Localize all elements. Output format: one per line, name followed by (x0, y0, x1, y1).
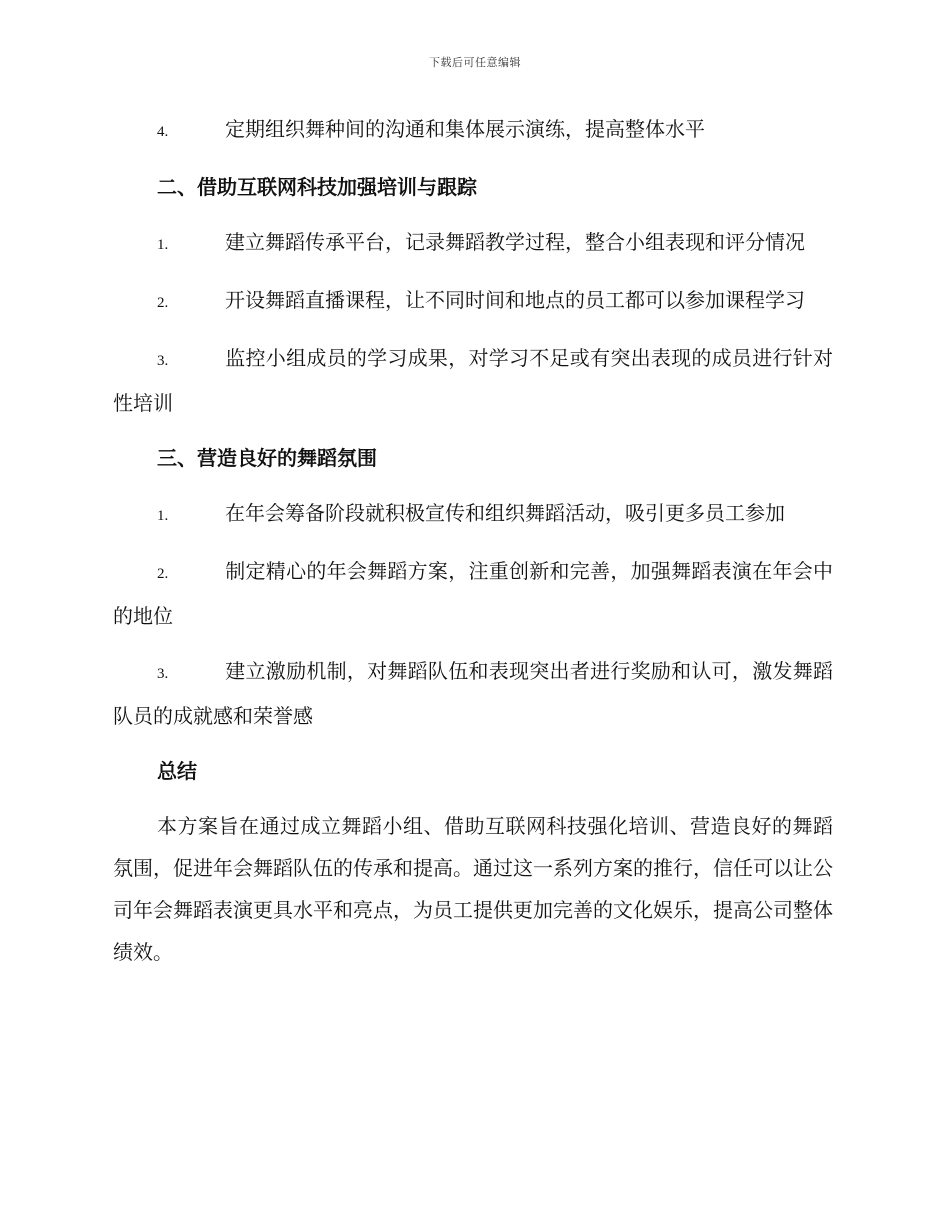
list-number: 4. (157, 124, 169, 140)
list-number: 2. (157, 295, 169, 311)
list-item-3 (113, 650, 833, 737)
summary-paragraph: 本方案旨在通过成立舞蹈小组、借助互联网科技强化培训、营造良好的舞蹈氛围，促进年会舞蹈队伍的传承和提高。通过这一系列方案的推行，信任可以让公司年会舞蹈表演更具水平和亮点，为员工提供更加完善的文化娱乐，提高公司整体绩效。 (113, 814, 833, 964)
summary-heading: 总结 (157, 759, 197, 783)
list-item-text: 在年会筹备阶段就积极宣传和组织舞蹈活动，吸引更多员工参加 (225, 501, 785, 525)
page-header: 下载后可任意编辑 (429, 56, 521, 69)
list-item-1 (113, 492, 833, 537)
section-heading-3: 三、营造良好的舞蹈氛围 (157, 446, 377, 470)
list-item-2 (113, 279, 833, 324)
list-number: 1. (157, 237, 169, 253)
list-item-text: 建立舞蹈传承平台，记录舞蹈教学过程，整合小组表现和评分情况 (225, 230, 805, 254)
list-number: 2. (157, 566, 169, 582)
list-number: 3. (157, 666, 169, 682)
list-item-1 (113, 221, 833, 266)
list-item-3 (113, 337, 833, 424)
document-body (113, 108, 833, 973)
list-item-4 (113, 108, 833, 153)
list-item-text: 定期组织舞种间的沟通和集体展示演练，提高整体水平 (225, 117, 705, 141)
list-item-text: 制定精心的年会舞蹈方案，注重创新和完善，加强舞蹈表演在年会中的地位 (113, 559, 833, 628)
list-item-text: 监控小组成员的学习成果，对学习不足或有突出表现的成员进行针对性培训 (113, 346, 833, 415)
section-heading-2: 二、借助互联网科技加强培训与跟踪 (157, 175, 477, 199)
list-item-text: 建立激励机制，对舞蹈队伍和表现突出者进行奖励和认可，激发舞蹈队员的成就感和荣誉感 (113, 659, 833, 728)
list-number: 1. (157, 508, 169, 524)
list-number: 3. (157, 353, 169, 369)
list-item-text: 开设舞蹈直播课程，让不同时间和地点的员工都可以参加课程学习 (225, 288, 805, 312)
list-item-2 (113, 550, 833, 637)
